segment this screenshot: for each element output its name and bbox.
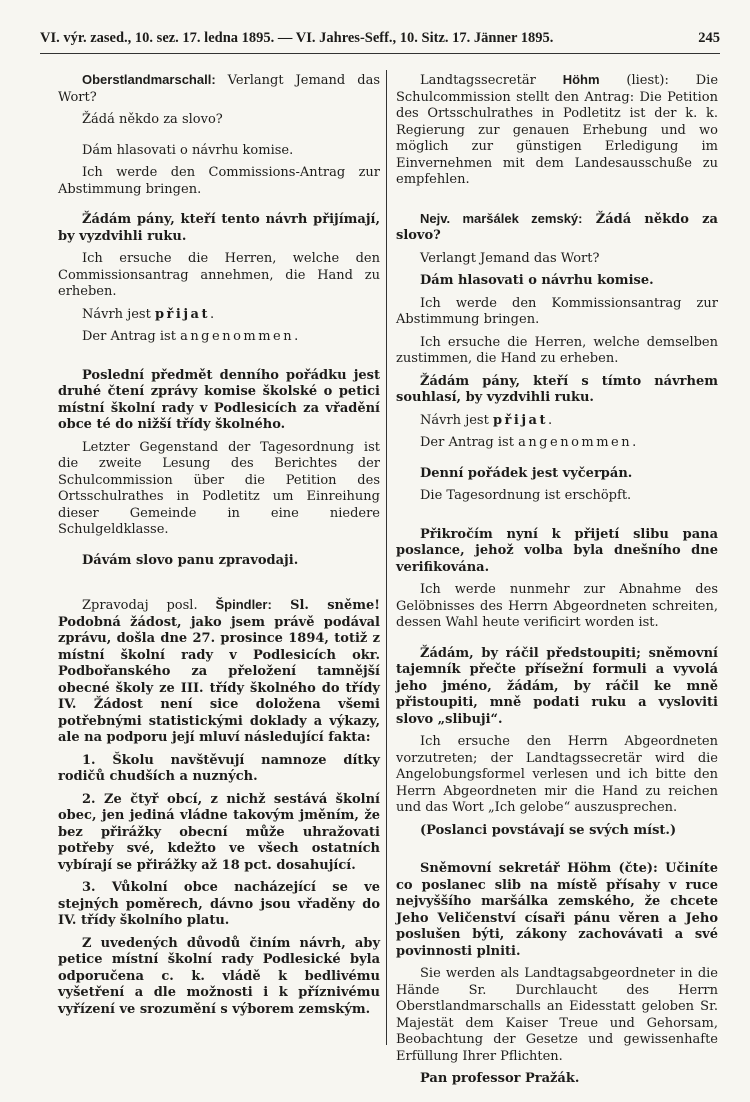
paragraph: Žádá někdo za slovo?	[82, 112, 223, 127]
paragraph: Ich werde nunmehr zur Abnahme des Gelöbnisses des Herrn Abgeordneten schreiten, dessen Wahl heute verificirt worden ist.	[396, 582, 718, 630]
paragraph: Sie werden als Landtagsabgeordneter in die Hände Sr. Durchlaucht des Herrn Oberstlandmarschalls an Eidesstatt geloben Sr. Majestät dem Kaiser Treue und Gehorsam, Beobachtung der Gesetze und gewissenhafte Erfüllung Ihrer Pflichten.	[396, 966, 718, 1064]
paragraph: 1. Školu navštěvují namnoze dítky rodičů chudších a nuzných.	[58, 752, 380, 784]
paragraph: Žádám, by ráčil předstoupiti; sněmovní tajemník přečte přísežní formuli a vyvolá jeho jméno, žádám, by ráčil ke mně přistoupiti, mně podati ruku a vysloviti slovo „slibuji“.	[396, 645, 718, 727]
paragraph: Z uvedených důvodů činím návrh, aby petice místní školní rady Podlesické byla odporučena c. k. vládě k bedlivému vyšetření a dle možnosti i k příznivému vyřízení ve srozumění s výborem zemským.	[58, 935, 380, 1017]
paragraph: Ich werde den Kommissionsantrag zur Abstimmung bringen.	[396, 295, 718, 327]
paragraph: Poslední předmět denního pořádku jest druhé čtení zprávy komise školské o petici místní školní rady v Podlesicích za vřadění obce té do nižší třídy školného.	[58, 367, 380, 432]
paragraph: Ich werde den Commissions-Antrag zur Abstimmung bringen.	[58, 165, 380, 197]
paragraph: Oberstlandmarschall: Verlangt Jemand das Wort?	[58, 72, 380, 105]
speaker-name: Nejv. maršálek zemský:	[420, 210, 583, 226]
paragraph: Zpravodaj posl. Špindler: Sl. sněme! Podobná žádost, jako jsem právě podával zprávu, došla dne 27. prosince 1894, totiž z místní školní rady v Podlesicích okr. Podbořanského za přeložení tamnější obecné školy ze III. třídy školného do třídy IV. Žádost není sice doložena všemi potřebnými statistickými doklady a výkazy, ale na podporu její mluví následující fakta:	[58, 597, 380, 745]
running-header	[40, 30, 720, 47]
paragraph: 2. Ze čtyř obcí, z nichž sestává školní obec, jen jediná vládne takovým jměním, že bez přirážky obecní může uhražovati potřeby své, kdežto ve všech ostatních vybírají se přirážky až 18 pct. dosahující.	[58, 791, 380, 873]
paragraph: Die Tagesordnung ist erschöpft.	[420, 488, 632, 503]
paragraph: Der Antrag ist angenommen.	[82, 329, 299, 344]
paragraph: Ich ersuche den Herrn Abgeordneten vorzutreten; der Landtagssecretär wird die Angelobungsformel verlesen und ich bitte den Herrn Abgeordneten mir die Hand zu reichen und das Wort „Ich gelobe“ auszusprechen.	[396, 734, 718, 815]
paragraph: Verlangt Jemand das Wort?	[420, 250, 600, 266]
paragraph: Sněmovní sekretář Höhm (čte): Učiníte co poslanec slib na místě přísahy v ruce nejvyššího maršálka zemského, že chcete Jeho Veličenství císaři pánu věren a Jeho poslušen býti, zákony zachovávati a své povinnosti plniti.	[396, 861, 718, 959]
paragraph: Ich ersuche die Herren, welche demselben zustimmen, die Hand zu erheben.	[396, 334, 718, 366]
paragraph: Nejv. maršálek zemský: Žádá někdo za slovo?	[396, 210, 718, 243]
header-rule	[40, 53, 720, 54]
speaker-name: Oberstlandmarschall:	[82, 72, 216, 87]
paragraph: Žádám pány, kteří tento návrh přijímají, by vyzdvihli ruku.	[58, 212, 380, 244]
header-text: VI. výr. zased., 10. sez. 17. ledna 1895. — VI. Jahres-Seff., 10. Sitz. 17. Jänner 1895.	[40, 30, 554, 46]
paragraph: Dám hlasovati o návrhu komise.	[82, 142, 294, 158]
paragraph: 3. Vůkolní obce nacházející se ve stejných poměrech, dávno jsou vřaděny do IV. třídy školního platu.	[58, 880, 380, 928]
speaker-name: Špindler:	[215, 597, 272, 612]
left-column	[58, 72, 380, 1072]
speaker-name: Höhm	[567, 861, 612, 876]
page-number: 245	[698, 30, 720, 46]
speaker-name: Höhm	[562, 72, 600, 87]
paragraph: Ich ersuche die Herren, welche den Commissionsantrag annehmen, die Hand zu erheben.	[58, 251, 380, 299]
paragraph: Letzter Gegenstand der Tagesordnung ist die zweite Lesung des Berichtes der Schulcommission über die Petition des Ortsschulrathes in Podletitz um Einreihung dieser Gemeinde in eine niedere Schulgeldklasse.	[58, 439, 380, 537]
paragraph: Dávám slovo panu zpravodaji.	[82, 552, 299, 568]
paragraph: Pan professor Pražák.	[420, 1071, 580, 1086]
paragraph: Der Antrag ist angenommen.	[420, 435, 637, 450]
paragraph: Denní pořádek jest vyčerpán.	[420, 465, 633, 481]
paragraph: Dám hlasovati o návrhu komise.	[420, 273, 654, 288]
paragraph: Landtagssecretär Höhm (liest): Die Schulcommission stellt den Antrag: Die Petition des Ortsschulrathes in Podletitz ist der k. k. Regierung zur genauen Erhebung und wo möglich zur günstigen Erledigung im Einvernehmen mit dem Landesausschuße zu empfehlen.	[396, 72, 719, 187]
paragraph: Přikročím nyní k přijetí slibu pana poslance, jehož volba byla dnešního dne verifikována.	[396, 526, 718, 575]
column-divider	[386, 70, 387, 1045]
paragraph: Návrh jest přijat.	[420, 412, 553, 428]
paragraph: Žádám pány, kteří s tímto návrhem souhlasí, by vyzdvihli ruku.	[396, 373, 718, 405]
paragraph: Návrh jest přijat.	[82, 306, 215, 322]
paragraph: (Poslanci povstávají se svých míst.)	[420, 822, 677, 838]
right-column	[396, 72, 719, 1086]
